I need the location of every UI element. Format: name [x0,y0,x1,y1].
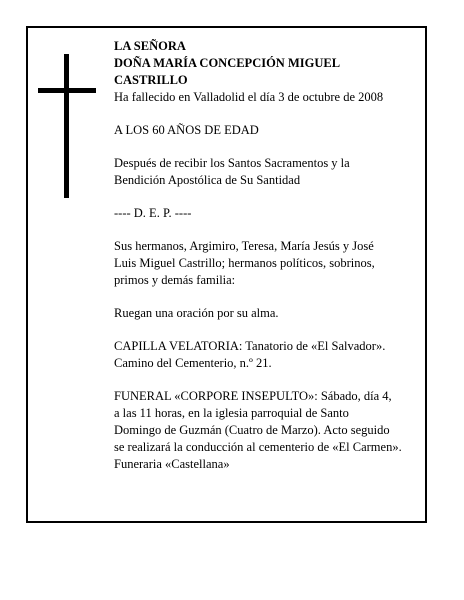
family-line: Luis Miguel Castrillo; hermanos políticos, sobrinos, [114,256,375,270]
chapel-line: CAPILLA VELATORIA: Tanatorio de «El Salvador». [114,339,386,353]
funeral-line: se realizará la conducción al cementerio de «El Carmen». [114,440,402,454]
age-line: A LOS 60 AÑOS DE EDAD [114,123,259,137]
deceased-name-line: DOÑA MARÍA CONCEPCIÓN MIGUEL [114,56,341,70]
rip-line: ---- D. E. P. ---- [114,206,192,220]
sacraments-line: Bendición Apostólica de Su Santidad [114,173,301,187]
funeral-line: FUNERAL «CORPORE INSEPULTO»: Sábado, día 4, [114,389,392,403]
spacer [114,322,434,338]
family-line: primos y demás familia: [114,273,236,287]
deceased-surname-line: CASTRILLO [114,73,188,87]
sacraments-line: Después de recibir los Santos Sacramentos y la [114,156,350,170]
spacer [114,222,434,238]
cross-horizontal-bar [38,88,96,93]
cross-vertical-bar [64,54,69,198]
obituary-text [114,38,434,473]
title-line: LA SEÑORA [114,39,186,53]
spacer [114,106,434,122]
spacer [114,289,434,305]
death-announcement: Ha fallecido en Valladolid el día 3 de octubre de 2008 [114,90,384,104]
prayer-line: Ruegan una oración por su alma. [114,306,279,320]
spacer [114,372,434,388]
spacer [114,189,434,205]
chapel-address-line: Camino del Cementerio, n.º 21. [114,356,272,370]
funeral-line: a las 11 horas, en la iglesia parroquial de Santo [114,406,349,420]
funeral-home-line: Funeraria «Castellana» [114,457,230,471]
family-line: Sus hermanos, Argimiro, Teresa, María Jesús y José [114,239,374,253]
spacer [114,139,434,155]
cross-icon [38,54,96,198]
funeral-line: Domingo de Guzmán (Cuatro de Marzo). Acto seguido [114,423,390,437]
